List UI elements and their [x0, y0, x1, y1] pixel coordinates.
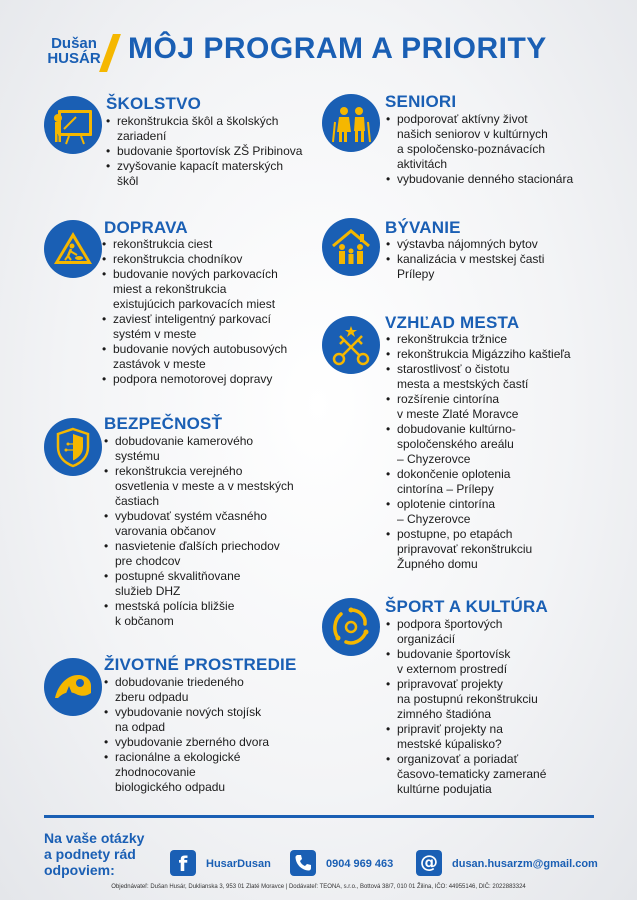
- section-title-bezpecnost: BEZPEČNOSŤ: [104, 414, 223, 433]
- list-item: • oplotenie cintorína – Chyzerovce: [386, 497, 606, 527]
- list-item: • výstavba nájomných bytov: [386, 237, 606, 252]
- footer-question: Na vaše otázky a podnety rád odpoviem:: [44, 830, 145, 878]
- list-item: • dobudovanie kamerového systému: [104, 434, 324, 464]
- section-title-doprava: DOPRAVA: [104, 218, 188, 237]
- brand-last-name: HUSÁR: [47, 50, 101, 67]
- crossed-keys-icon: [322, 316, 380, 374]
- list-item: • vybudovanie denného stacionára: [386, 172, 606, 187]
- list-item: • budovanie nových parkovacích miest a rekonštrukcia existujúcich parkovacích miest: [102, 267, 322, 312]
- list-item: • budovanie športovísk v externom prostredí: [386, 647, 606, 677]
- list-item: • kanalizácia v mestskej časti Prílepy: [386, 252, 606, 282]
- list-item: • rekonštrukcia tržnice: [386, 332, 606, 347]
- brand-first-name: Dušan: [51, 35, 97, 52]
- list-item: • budovanie nových autobusových zastávok v meste: [102, 342, 322, 372]
- list-item: • dobudovanie kultúrno- spoločenského areálu – Chyzerovce: [386, 422, 606, 467]
- email-icon[interactable]: @: [416, 850, 442, 876]
- list-item: • budovanie športovísk ZŠ Pribinova: [106, 144, 326, 159]
- list-item: • rekonštrukcia chodníkov: [102, 252, 322, 267]
- list-byvanie: [386, 237, 606, 282]
- elderly-couple-icon: [322, 94, 380, 152]
- list-item: • rekonštrukcia škôl a školských zariadení: [106, 114, 326, 144]
- list-item: • vybudovanie zberného dvora: [104, 735, 324, 750]
- list-item: • rozšírenie cintorína v meste Zlaté Moravce: [386, 392, 606, 422]
- family-house-icon: [322, 218, 380, 276]
- list-item: • vybudovať systém včasného varovania občanov: [104, 509, 324, 539]
- list-item: • pripraviť projekty na mestské kúpalisko?: [386, 722, 606, 752]
- culture-swirl-icon: [322, 598, 380, 656]
- list-item: • rekonštrukcia Migázziho kaštieľa: [386, 347, 606, 362]
- section-title-byvanie: BÝVANIE: [385, 218, 461, 237]
- list-item: • nasvietenie ďalších priechodov pre chodcov: [104, 539, 324, 569]
- facebook-handle[interactable]: HusarDusan: [206, 858, 271, 870]
- candidate-name: [44, 36, 104, 66]
- phone-number[interactable]: 0904 969 463: [326, 858, 394, 870]
- teacher-board-icon: [44, 96, 102, 154]
- list-item: • dokončenie oplotenia cintorína – Prílepy: [386, 467, 606, 497]
- section-title-sport-a-kultura: ŠPORT A KULTÚRA: [385, 597, 548, 616]
- list-seniori: [386, 112, 606, 187]
- road-works-icon: [44, 220, 102, 278]
- phone-icon[interactable]: [290, 850, 316, 876]
- footer-divider: [44, 815, 594, 818]
- list-item: • organizovať a poriadať časovo-tematicky zamerané kultúrne podujatia: [386, 752, 606, 797]
- list-item: • rekonštrukcia ciest: [102, 237, 322, 252]
- list-item: • pripravovať projekty na postupnú rekonštrukciu zimného štadióna: [386, 677, 606, 722]
- section-title-skolstvo: ŠKOLSTVO: [106, 94, 202, 113]
- header: [44, 28, 604, 78]
- list-zivotne-prostredie: [104, 675, 324, 795]
- section-title-seniori: SENIORI: [385, 92, 457, 111]
- list-vzhlad-mesta: [386, 332, 606, 572]
- list-item: • podpora športových organizácií: [386, 617, 606, 647]
- section-title-zivotne-prostredie: ŽIVOTNÉ PROSTREDIE: [104, 655, 297, 674]
- list-item: • podpora nemotorovej dopravy: [102, 372, 322, 387]
- list-item: • mestská polícia bližšie k občanom: [104, 599, 324, 629]
- list-bezpecnost: [104, 434, 324, 629]
- list-item: • zvyšovanie kapacít materských škôl: [106, 159, 326, 189]
- list-item: • postupne, po etapách pripravovať rekonštrukciu Župného domu: [386, 527, 606, 572]
- list-item: • rekonštrukcia verejného osvetlenia v meste a v mestských častiach: [104, 464, 324, 509]
- facebook-icon[interactable]: f: [170, 850, 196, 876]
- page-title: MÔJ PROGRAM A PRIORITY: [128, 32, 547, 65]
- list-item: • starostlivosť o čistotu mesta a mestských častí: [386, 362, 606, 392]
- list-sport-a-kultura: [386, 617, 606, 797]
- shield-icon: [44, 418, 102, 476]
- list-item: • postupné skvalitňovane služieb DHZ: [104, 569, 324, 599]
- list-item: • vybudovanie nových stojísk na odpad: [104, 705, 324, 735]
- section-title-vzhlad-mesta: VZHĽAD MESTA: [385, 313, 520, 332]
- list-item: • podporovať aktívny život našich seniorov v kultúrnych a spoločensko-poznávacích aktivitách: [386, 112, 606, 172]
- list-item: • zaviesť inteligentný parkovací systém v meste: [102, 312, 322, 342]
- list-item: • dobudovanie triedeného zberu odpadu: [104, 675, 324, 705]
- landscape-icon: [44, 658, 102, 716]
- email-address[interactable]: dusan.husarzm@gmail.com: [452, 858, 598, 870]
- list-doprava: [102, 237, 322, 387]
- imprint-text: Objednávateľ: Dušan Husár, Duklianska 3, 953 01 Zlaté Moravce | Dodávateľ: TEONA, s.r.o., Bottová 38/7, 010 01 Žilina, IČO: 44955146, DIČ: 2022883324: [111, 884, 526, 890]
- list-item: • racionálne a ekologické zhodnocovanie biologického odpadu: [104, 750, 324, 795]
- list-skolstvo: [106, 114, 326, 189]
